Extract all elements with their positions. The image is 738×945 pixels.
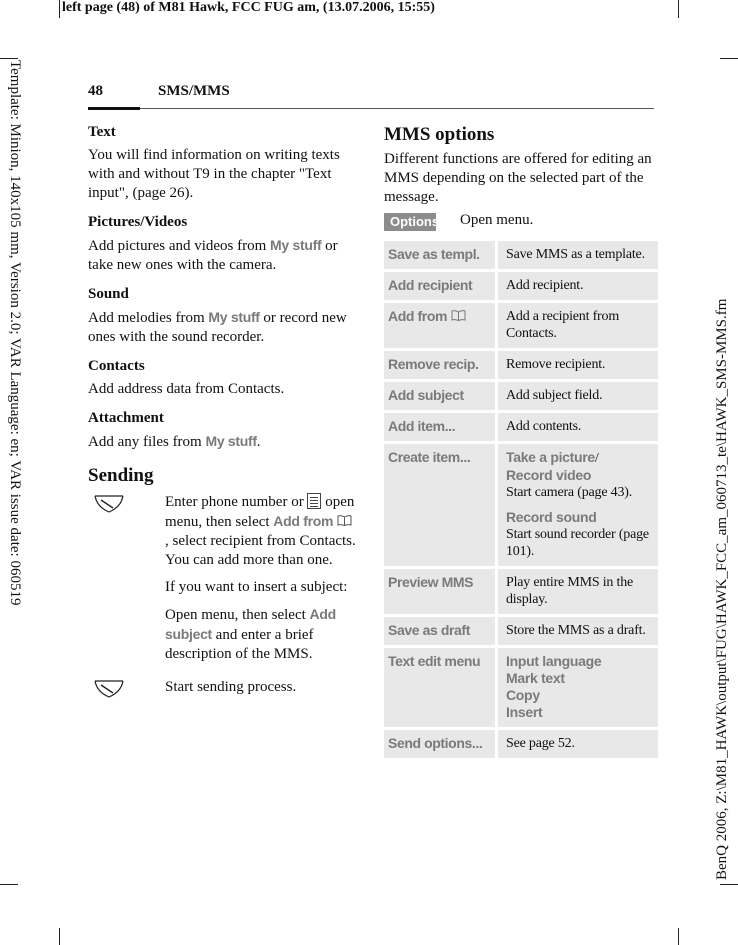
header-rule-accent [88,107,140,110]
sending-step-2 [88,678,356,718]
copy-item: Copy [506,687,540,703]
attachment-heading: Attachment [88,410,164,426]
crop-mark [720,58,738,59]
my-stuff-link: My stuff [205,433,257,449]
my-stuff-link: My stuff [270,237,322,253]
text-paragraph: You will find information on writing texts with and without T9 in the chapter "Text input", (page 26). [88,147,340,201]
take-picture-link: Take a picture [506,449,595,465]
record-video-link: Record video [506,467,592,483]
option-key: Add subject [384,382,495,410]
option-value: Save MMS as a template. [495,241,658,269]
option-value: Remove recipient. [495,351,658,379]
crop-mark [0,58,18,59]
options-row [384,211,659,233]
pictures-paragraph [88,236,356,275]
table-row [384,382,658,410]
option-value: Add recipient. [495,272,658,300]
pictures-heading: Pictures/Videos [88,214,188,230]
crop-mark [678,928,679,945]
table-row [384,241,658,269]
option-value [495,648,658,727]
book-icon [451,310,466,321]
step-1-open-text: Open menu, then select [165,607,310,623]
table-row [384,413,658,441]
option-value: Add subject field. [495,382,658,410]
input-language-item: Input language [506,653,602,669]
option-key-text: Add from [388,308,448,324]
my-stuff-link: My stuff [208,309,260,325]
right-column [384,123,659,761]
option-key: Text edit menu [384,648,495,727]
mms-options-intro: Different functions are offered for editing an MMS depending on the selected part of the message. [384,151,652,205]
option-key: Add item... [384,413,495,441]
pictures-text: Add pictures and videos from [88,238,271,254]
step-1-open-text-end: and enter a brief description of the MMS. [165,627,314,662]
section-title: SMS/MMS [158,83,230,99]
option-key: Remove recip. [384,351,495,379]
step-1-part-b: open menu, then select [165,494,355,530]
contacts-heading: Contacts [88,358,145,374]
option-value: Add a recipient from Contacts. [495,303,658,348]
table-row [384,272,658,300]
create-item-camera-text: Start camera (page 43). [506,485,633,500]
crop-mark [678,0,679,18]
option-key: Send options... [384,730,495,758]
table-row [384,444,658,566]
attachment-text: Add any files from [88,434,206,450]
record-sound-link: Record sound [506,509,597,525]
table-row [384,648,658,727]
option-key: Save as draft [384,617,495,645]
table-row [384,303,658,348]
sound-heading: Sound [88,286,129,302]
table-row [384,351,658,379]
header-rule [88,108,654,109]
option-key: Preview MMS [384,569,495,614]
sound-paragraph [88,308,356,347]
option-value: Play entire MMS in the display. [495,569,658,614]
text-heading: Text [88,124,116,140]
create-item-sound-text: Start sound recorder (page 101). [506,527,649,559]
options-table [384,238,658,761]
left-column [88,123,356,726]
separator: / [594,451,599,466]
pictures-text-end: or take new ones with the camera. [88,238,338,273]
crop-mark [0,884,18,885]
attachment-text-end: . [256,434,261,450]
attachment-paragraph [88,432,356,452]
sound-text-end: or record new ones with the sound recorder. [88,310,347,345]
page-number: 48 [88,83,103,99]
option-key [384,303,495,348]
step-1-open-menu [165,605,356,664]
step-1-subject-text: If you want to insert a subject: [165,579,348,595]
call-key-icon [93,493,125,515]
option-key: Create item... [384,444,495,566]
side-text-right: BenQ 2006, Z:\M81_HAWK\output\FUG\HAWK_FCC_am_060713_te\HAWK_SMS-MMS.fm [714,298,730,880]
call-key-icon [93,678,125,700]
option-value [495,444,658,566]
crop-mark [59,928,60,945]
menu-key-icon [307,493,321,509]
sending-step-1 [88,493,356,664]
option-value: See page 52. [495,730,658,758]
option-key: Add recipient [384,272,495,300]
mms-options-heading: MMS options [384,124,495,145]
crop-mark [59,0,60,18]
sending-heading: Sending [88,465,154,486]
insert-item: Insert [506,704,543,720]
side-text-left: Template: Minion, 140x105 mm, Version 2.0; VAR Language: en; VAR issue date: 060519 [7,60,23,606]
option-key: Save as templ. [384,241,495,269]
table-row [384,730,658,758]
book-icon [337,515,352,526]
step-1-text [165,493,356,570]
sound-text: Add melodies from [88,310,209,326]
crop-mark [720,884,738,885]
mark-text-item: Mark text [506,670,565,686]
contacts-paragraph: Add address data from Contacts. [88,381,285,397]
add-subject-link: Add subject [165,606,336,642]
table-row [384,617,658,645]
add-from-link: Add from [273,513,334,529]
option-value: Store the MMS as a draft. [495,617,658,645]
options-description: Open menu. [460,212,534,228]
options-softkey-badge: Options [384,213,436,231]
step-1-part-a: Enter phone number or [165,494,308,510]
option-value: Add contents. [495,413,658,441]
table-row [384,569,658,614]
step-1-part-c: , select recipient from Contacts. You can add more than one. [165,533,356,568]
step-2-text: Start sending process. [165,679,297,695]
print-header: left page (48) of M81 Hawk, FCC FUG am, (13.07.2006, 15:55) [62,0,435,15]
